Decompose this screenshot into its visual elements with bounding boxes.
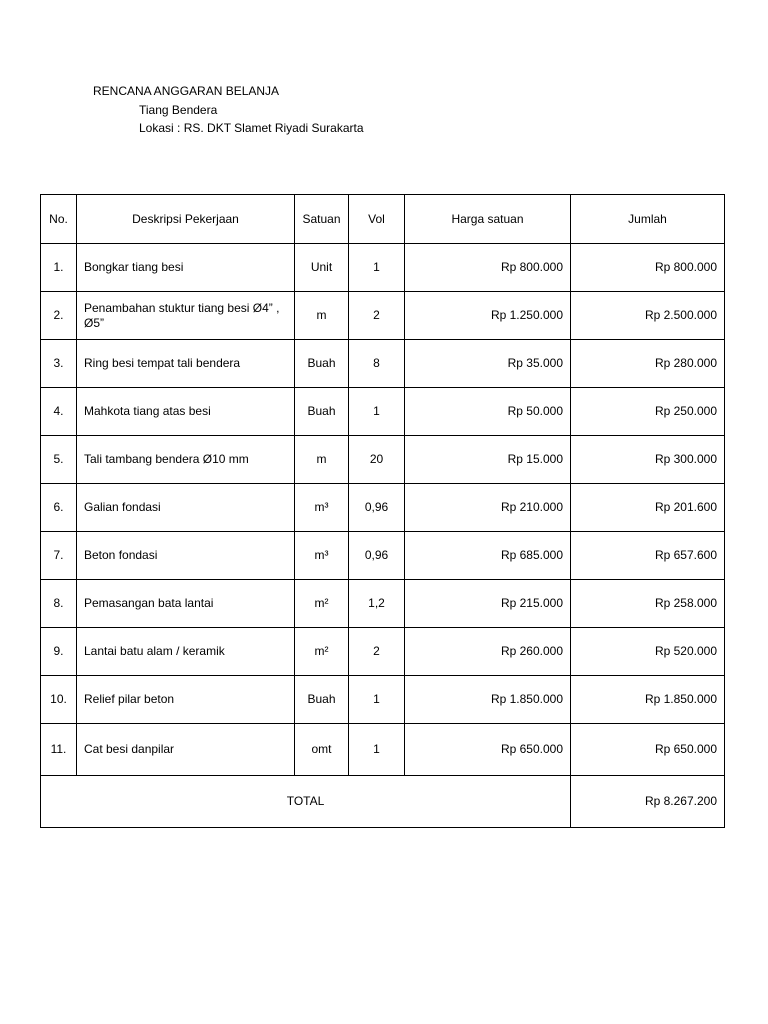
cell-unit: omt [295,724,349,776]
cell-unit-price: Rp 215.000 [405,580,571,628]
cell-amount: Rp 650.000 [571,724,725,776]
cell-no: 2. [41,292,77,340]
cell-no: 1. [41,244,77,292]
cell-unit-price: Rp 260.000 [405,628,571,676]
budget-table [40,194,725,828]
document-title: RENCANA ANGGARAN BELANJA [93,84,280,98]
table-row [41,580,725,628]
cell-volume: 8 [349,340,405,388]
table-row [41,292,725,340]
table-row [41,724,725,776]
table-row [41,436,725,484]
cell-amount: Rp 250.000 [571,388,725,436]
table-row [41,676,725,724]
cell-unit-price: Rp 210.000 [405,484,571,532]
cell-volume: 2 [349,628,405,676]
cell-volume: 0,96 [349,532,405,580]
cell-unit-price: Rp 685.000 [405,532,571,580]
cell-unit: m³ [295,532,349,580]
cell-amount: Rp 2.500.000 [571,292,725,340]
cell-description: Cat besi danpilar [77,724,295,776]
cell-unit: m³ [295,484,349,532]
cell-amount: Rp 520.000 [571,628,725,676]
cell-description: Lantai batu alam / keramik [77,628,295,676]
cell-unit-price: Rp 800.000 [405,244,571,292]
cell-volume: 1,2 [349,580,405,628]
cell-amount: Rp 657.600 [571,532,725,580]
cell-description: Pemasangan bata lantai [77,580,295,628]
cell-amount: Rp 800.000 [571,244,725,292]
cell-unit-price: Rp 50.000 [405,388,571,436]
cell-unit-price: Rp 650.000 [405,724,571,776]
cell-volume: 1 [349,388,405,436]
cell-no: 3. [41,340,77,388]
cell-unit-price: Rp 15.000 [405,436,571,484]
cell-volume: 1 [349,724,405,776]
cell-unit: m [295,292,349,340]
table-row [41,484,725,532]
cell-unit: m² [295,580,349,628]
cell-description: Beton fondasi [77,532,295,580]
table-row [41,388,725,436]
total-value: Rp 8.267.200 [571,776,725,828]
cell-no: 8. [41,580,77,628]
column-header-no: No. [41,195,77,244]
cell-description: Tali tambang bendera Ø10 mm [77,436,295,484]
document-location: Lokasi : RS. DKT Slamet Riyadi Surakarta [139,121,364,135]
table-row [41,628,725,676]
cell-unit: m [295,436,349,484]
cell-no: 11. [41,724,77,776]
column-header-unit: Satuan [295,195,349,244]
cell-no: 6. [41,484,77,532]
cell-unit-price: Rp 1.850.000 [405,676,571,724]
cell-no: 5. [41,436,77,484]
cell-description: Penambahan stuktur tiang besi Ø4” , Ø5” [77,292,295,340]
cell-volume: 0,96 [349,484,405,532]
cell-amount: Rp 1.850.000 [571,676,725,724]
cell-description: Ring besi tempat tali bendera [77,340,295,388]
cell-no: 10. [41,676,77,724]
cell-unit: Buah [295,340,349,388]
column-header-unit-price: Harga satuan [405,195,571,244]
column-header-volume: Vol [349,195,405,244]
column-header-amount: Jumlah [571,195,725,244]
cell-volume: 1 [349,244,405,292]
table-row [41,244,725,292]
column-header-description: Deskripsi Pekerjaan [77,195,295,244]
document-subtitle: Tiang Bendera [139,102,218,117]
cell-unit-price: Rp 35.000 [405,340,571,388]
cell-description: Relief pilar beton [77,676,295,724]
cell-unit: Buah [295,388,349,436]
cell-unit: Unit [295,244,349,292]
cell-unit: Buah [295,676,349,724]
cell-no: 7. [41,532,77,580]
cell-amount: Rp 201.600 [571,484,725,532]
cell-description: Mahkota tiang atas besi [77,388,295,436]
cell-amount: Rp 300.000 [571,436,725,484]
table-header-row [41,195,725,244]
table-row [41,340,725,388]
cell-volume: 20 [349,436,405,484]
table-row [41,532,725,580]
cell-volume: 2 [349,292,405,340]
cell-description: Galian fondasi [77,484,295,532]
cell-amount: Rp 280.000 [571,340,725,388]
cell-no: 4. [41,388,77,436]
cell-description: Bongkar tiang besi [77,244,295,292]
cell-no: 9. [41,628,77,676]
total-label: TOTAL [41,776,571,828]
document-header [93,82,364,138]
cell-unit-price: Rp 1.250.000 [405,292,571,340]
total-row [41,776,725,828]
cell-amount: Rp 258.000 [571,580,725,628]
cell-volume: 1 [349,676,405,724]
cell-unit: m² [295,628,349,676]
